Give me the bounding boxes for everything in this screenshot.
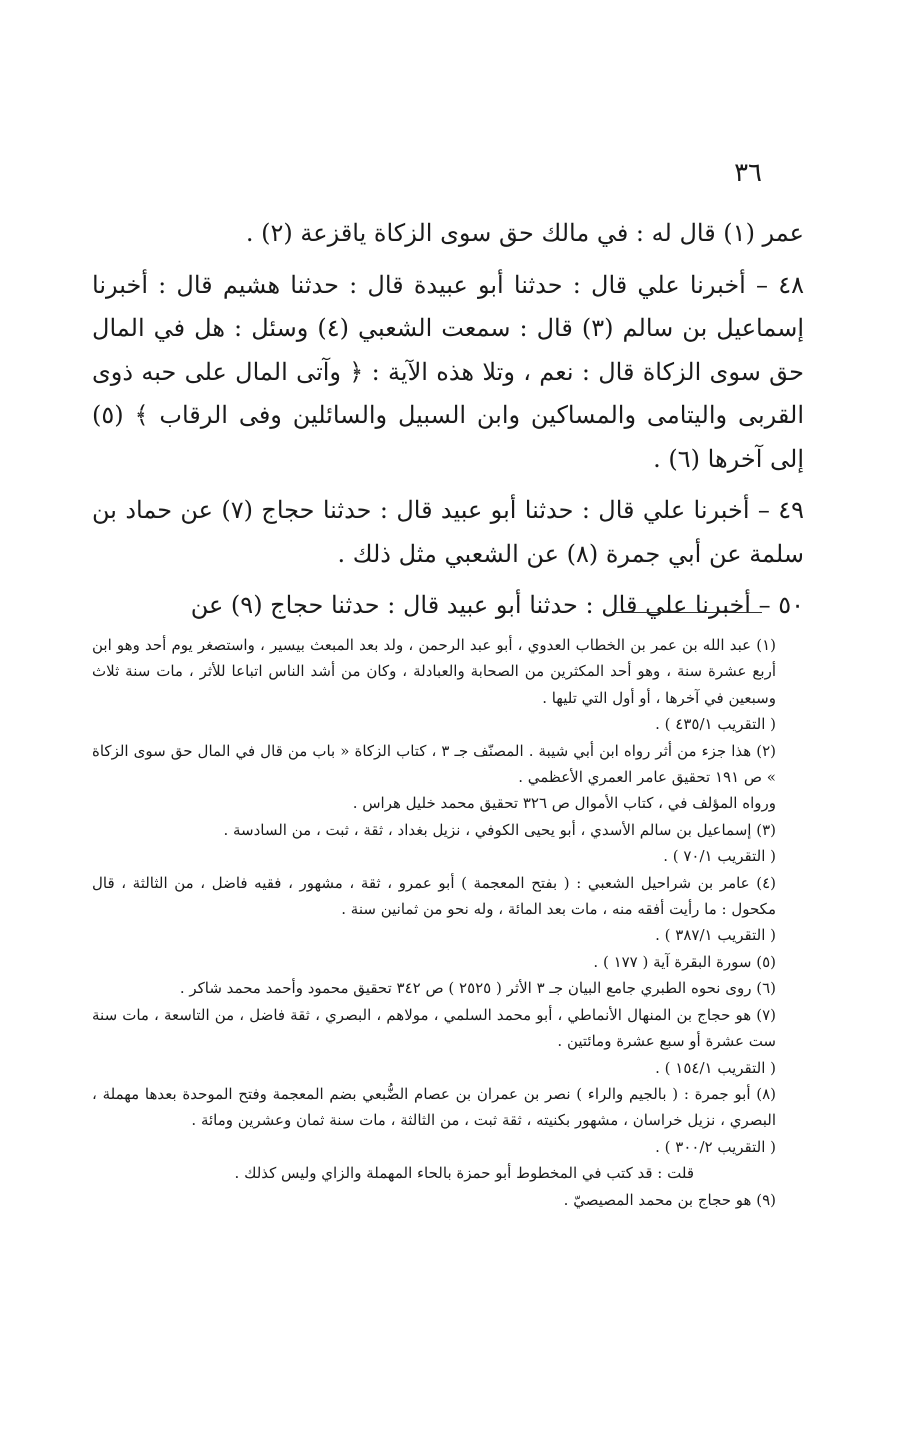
footnote-3: (٣) إسماعيل بن سالم الأسدي ، أبو يحيى الكوفي ، نزيل بغداد ، ثقة ، ثبت ، من السادسة . [223,820,776,839]
footnote-8: (٨) أبو جمرة : ( بالجيم والراء ) نصر بن عمران بن عصام الضُّبعي بضم المعجمة وفتح الموحدة بعدها مهملة ، البصري ، نزيل خراسان ، مشهور بكنيته ، ثقة ثبت ، من الثالثة ، مات سنة ثمان وعشرين ومائة . [92,1084,776,1130]
footnote-4: (٤) عامر بن شراحيل الشعبي : ( بفتح المعجمة ) أبو عمرو ، ثقة ، مشهور ، فقيه فاضل ، من الثالثة ، قال مكحول : ما رأيت أفقه منه ، مات بعد المائة ، وله نحو من ثمانين سنة . [92,873,776,919]
footnote-separator [612,612,762,613]
footnote-ref: ( التقريب ٧٠/١ ) . [663,847,776,866]
footnote-6: (٦) روى نحوه الطبري جامع البيان جـ ٣ الأثر ( ٢٥٢٥ ) ص ٣٤٢ تحقيق محمود وأحمد محمد شاكر . [179,979,776,998]
footnote-5: (٥) سورة البقرة آية ( ١٧٧ ) . [593,952,776,971]
footnote-7: (٧) هو حجاج بن المنهال الأنماطي ، أبو محمد السلمي ، مولاهم ، البصري ، ثقة فاضل ، من التاسعة ، مات سنة ست عشرة أو سبع عشرة ومائتين . [92,1005,776,1051]
footnote-ref: ( التقريب ٣٠٠/٢ ) . [655,1137,776,1156]
footnote-ref: ( التقريب ١٥٤/١ ) . [655,1058,776,1077]
footnote-line: ورواه المؤلف في ، كتاب الأموال ص ٣٢٦ تحقيق محمد خليل هراس . [352,794,776,813]
footnote-ref: ( التقريب ٣٨٧/١ ) . [655,926,776,945]
hadith-50: ٥٠ – أخبرنا علي قال : حدثنا أبو عبيد قال : حدثنا حجاج (٩) عن [190,591,804,619]
footnote-ref: ( التقريب ٤٣٥/١ ) . [655,715,776,734]
footnote-1: (١) عبد الله بن عمر بن الخطاب العدوي ، أبو عبد الرحمن ، ولد بعد المبعث بيسير ، واستصغر يوم أحد وهو ابن أربع عشرة سنة ، وهو أحد المكثرين من الصحابة والعبادلة ، وكان من أشد الناس اتباعا للأثر ، مات سنة ثلاث وسبعين في آخرها ، أو أول التي تليها . [92,636,776,707]
footnote-2: (٢) هذا جزء من أثر رواه ابن أبي شيبة . المصنّف جـ ٣ ، كتاب الزكاة « باب من قال في المال حق سوى الزكاة » ص ١٩١ تحقيق عامر العمري الأعظمي . [92,741,776,787]
main-text [92,212,804,636]
page-number: ٣٦ [734,158,762,188]
footnote-note: قلت : قد كتب في المخطوط أبو حمزة بالحاء المهملة والزاي وليس كذلك . [234,1164,694,1183]
hadith-48: ٤٨ – أخبرنا علي قال : حدثنا أبو عبيدة قال : حدثنا هشيم قال : أخبرنا إسماعيل بن سالم (٣) قال : سمعت الشعبي (٤) وسئل : هل في المال حق سوى الزكاة قال : نعم ، وتلا هذه الآية : ﴿ وآتى المال على حبه ذوى القربى واليتامى والمساكين وابن السبيل والسائلين وفى الرقاب ﴾ (٥) إلى آخرها (٦) . [92,270,805,473]
hadith-49: ٤٩ – أخبرنا علي قال : حدثنا أبو عبيد قال : حدثنا حجاج (٧) عن حماد بن سلمة عن أبي جمرة (٨) عن الشعبي مثل ذلك . [92,496,804,568]
footnote-9: (٩) هو حجاج بن محمد المصيصيّ . [563,1190,776,1209]
main-paragraph: عمر (١) قال له : في مالك حق سوى الزكاة ياقزعة (٢) . [245,219,804,247]
footnotes [92,632,804,1213]
